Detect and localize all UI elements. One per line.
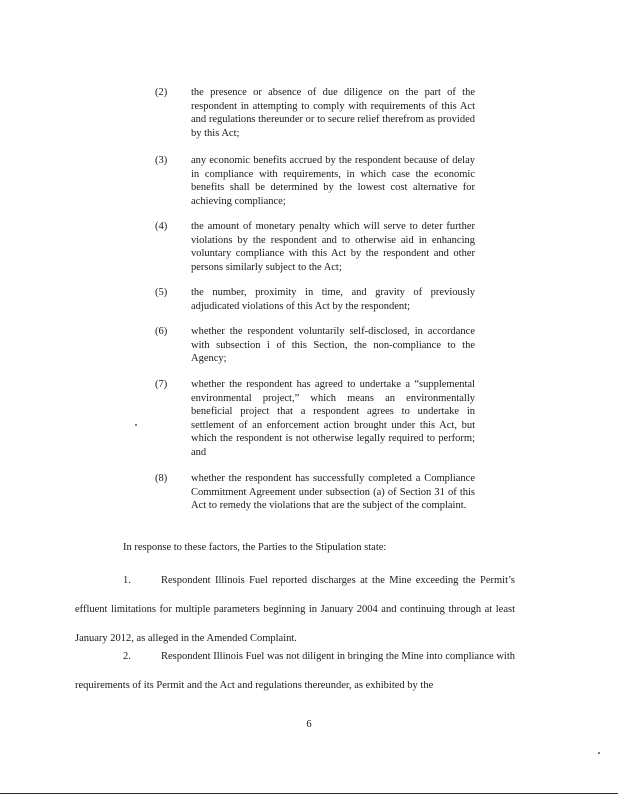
numbered-paragraph — [75, 566, 515, 653]
item-text: the presence or absence of due diligence on the part of the respondent in attempting to comply with requirements of this Act and regulations thereunder or to secure relief therefrom as provided by this Act; — [191, 87, 475, 139]
item-text: the amount of monetary penalty which will serve to deter further violations by the respondent and to otherwise aid in enhancing voluntary compliance with this Act by the respondent and other persons similarly subject to the Act; — [191, 221, 475, 273]
paragraph-number: 1. — [123, 575, 131, 586]
item-number: (8) — [155, 473, 168, 484]
item-text: whether the respondent has agreed to undertake a “supplemental environmental project,” which means an environmentally beneficial project that a respondent agrees to undertake in settlement of an enforcement action brought under this Act, but which the respondent is not otherwise legally required to perform; and — [191, 379, 475, 458]
bottom-edge-line — [0, 793, 618, 794]
item-number: (7) — [155, 379, 168, 390]
item-text: whether the respondent has successfully completed a Compliance Commitment Agreement under subsection (a) of Section 31 of this Act to remedy the violations that are the subject of the complaint. — [191, 473, 475, 512]
item-text: whether the respondent voluntarily self-disclosed, in accordance with subsection i of this Section, the non-compliance to the Agency; — [191, 326, 475, 365]
item-text: any economic benefits accrued by the respondent because of delay in compliance with requirements, in which case the economic benefits shall be determined by the lowest cost alternative for achieving compliance; — [191, 155, 475, 207]
numbered-paragraph — [75, 642, 515, 700]
paragraph-text: Respondent Illinois Fuel reported discharges at the Mine exceeding the Permit’s effluent limitations for multiple parameters beginning in January 2004 and continuing through at least January 2012, as alleged in the Amended Complaint. — [75, 575, 515, 644]
paragraph-text: Respondent Illinois Fuel was not diligent in bringing the Mine into compliance with requirements of its Permit and the Act and regulations thereunder, as exhibited by the — [75, 651, 515, 691]
item-number: (3) — [155, 155, 168, 166]
intro-sentence: In response to these factors, the Parties to the Stipulation state: — [123, 542, 387, 553]
paragraph-number: 2. — [123, 651, 131, 662]
scan-speck — [135, 424, 137, 426]
item-text: the number, proximity in time, and gravity of previously adjudicated violations of this Act by the respondent; — [191, 287, 475, 312]
item-number: (2) — [155, 87, 168, 98]
item-number: (5) — [155, 287, 168, 298]
item-number: (4) — [155, 221, 168, 232]
item-number: (6) — [155, 326, 168, 337]
scan-speck — [598, 752, 600, 754]
page-number: 6 — [306, 719, 312, 730]
